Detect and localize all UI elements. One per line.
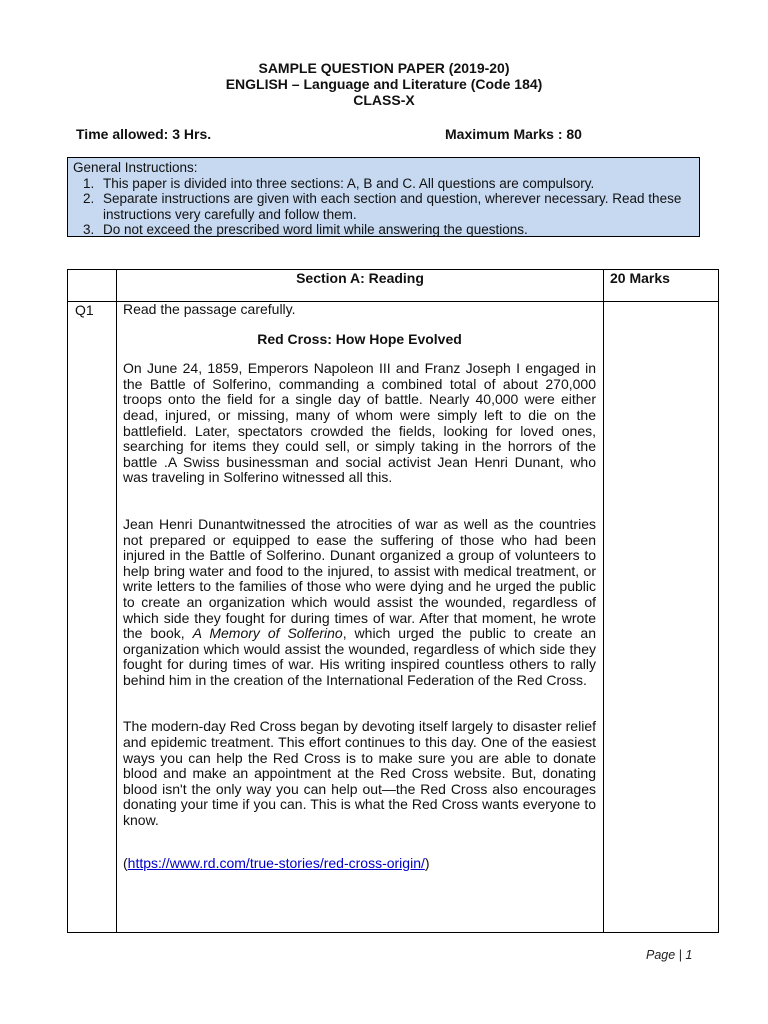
table-divider: [116, 270, 117, 932]
instruction-item: 3. Do not exceed the prescribed word limit while answering the questions.: [98, 222, 699, 238]
general-instructions-box: [67, 157, 700, 237]
section-marks: 20 Marks: [610, 270, 670, 286]
time-allowed: Time allowed: 3 Hrs.: [76, 126, 212, 142]
paragraph-text: Jean Henri Dunantwitnessed the atrocities of war as well as the countries not prepared or equipped to ease the suffering of those who had been injured in the Battle of Solferino. Dunant organized a group of volunteers to help bring water and food to the injured, to assist with medical treatment, or write letters to the families of those who were dying and he urged the public to create an organization which would assist the wounded, regardless of which side they fought for during times of war. After that moment, he wrote the book,: [123, 515, 596, 642]
instruction-item: 2. Separate instructions are given with each section and question, wherever necessary. Read these instructions very carefully and follow them.: [98, 191, 699, 222]
page-number: Page | 1: [646, 948, 693, 962]
class-title: CLASS-X: [353, 92, 415, 108]
question-table: [67, 269, 719, 933]
source-paren: (: [123, 854, 128, 871]
paper-title: SAMPLE QUESTION PAPER (2019-20): [258, 60, 510, 76]
passage-title: Red Cross: How Hope Evolved: [257, 330, 462, 347]
paragraph-text: , which urged the public to create an organization which would assist the wounded, regardless of which side they fought for during times of war. His writing inspired countless others to rally behind him in the creation of the International Federation of the Red Cross.: [123, 625, 596, 688]
instructions-title: General Instructions:: [73, 160, 198, 175]
subject-title: ENGLISH – Language and Literature (Code 184): [225, 76, 543, 92]
source-link[interactable]: https://www.rd.com/true-stories/red-cross-origin/: [127, 854, 425, 871]
paper-header: [0, 60, 768, 108]
instruction-item: 1. This paper is divided into three sections: A, B and C. All questions are compulsory.: [98, 176, 699, 192]
section-title: Section A: Reading: [296, 270, 424, 286]
book-title: A Memory of Solferino: [192, 625, 343, 642]
question-number: Q1: [75, 302, 94, 318]
source-citation: [123, 856, 596, 872]
instructions-list: [73, 176, 699, 238]
maximum-marks: Maximum Marks : 80: [445, 126, 582, 142]
passage-paragraph: [123, 517, 596, 689]
question-prompt: Read the passage carefully.: [123, 301, 296, 317]
passage-paragraph: The modern-day Red Cross began by devoting itself largely to disaster relief and epidemic treatment. This effort continues to this day. One of the easiest ways you can help the Red Cross is to make sure you are able to donate blood and make an appointment at the Red Cross website. But, donating blood isn't the only way you can help out—the Red Cross also encourages donating your time if you can. This is what the Red Cross wants everyone to know.: [123, 718, 596, 829]
passage-paragraph: On June 24, 1859, Emperors Napoleon III and Franz Joseph I engaged in the Battle of Solferino, commanding a combined total of about 270,000 troops onto the field for a single day of battle. Nearly 40,000 were either dead, injured, or missing, many of whom were simply left to die on the battlefield. Later, spectators crowded the fields, looking for loved ones, searching for items they could sell, or simply taking in the horrors of the battle .A Swiss businessman and social activist Jean Henri Dunant, who was traveling in Solferino witnessed all this.: [123, 360, 596, 486]
question-body: [123, 302, 596, 871]
source-paren: ): [424, 854, 430, 871]
table-divider: [603, 270, 604, 932]
